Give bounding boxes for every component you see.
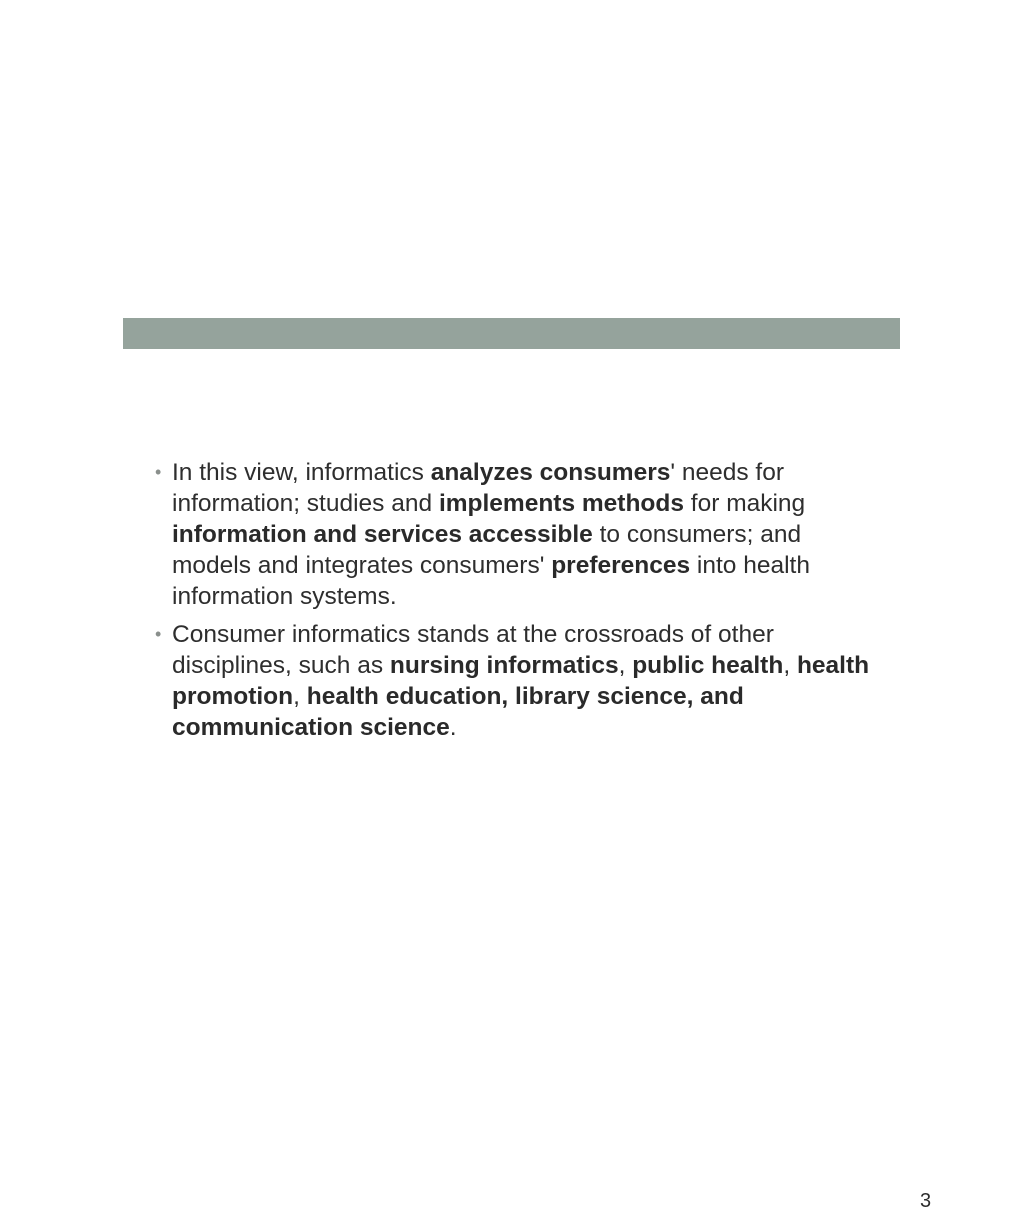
- emphasis-text: preferences: [551, 552, 691, 579]
- page-number: 3: [920, 1190, 932, 1212]
- emphasis-text: implements methods: [438, 490, 684, 517]
- bullet-item: [155, 457, 875, 612]
- bullet-item: [155, 619, 875, 743]
- emphasis-text: public health: [632, 652, 784, 679]
- bullet-text: In this view, informatics analyzes consumers' needs for information; studies and implements methods for making information and services accessible to consumers; and models and integrates consumers' preferences into health information systems.: [172, 459, 810, 610]
- bullet-icon: •: [155, 462, 162, 482]
- emphasis-text: nursing informatics: [389, 652, 619, 679]
- emphasis-text: analyzes consumers: [430, 459, 671, 486]
- emphasis-text: health education, library science, and communication science: [172, 683, 744, 741]
- bullet-text: Consumer informatics stands at the crossroads of other disciplines, such as nursing informatics, public health, health promotion, health education, library science, and communication science.: [172, 621, 870, 741]
- title-bar: [123, 318, 900, 349]
- emphasis-text: health promotion: [172, 652, 870, 710]
- emphasis-text: information and services accessible: [172, 521, 593, 548]
- bullet-list: [155, 457, 875, 750]
- bullet-icon: •: [155, 624, 162, 644]
